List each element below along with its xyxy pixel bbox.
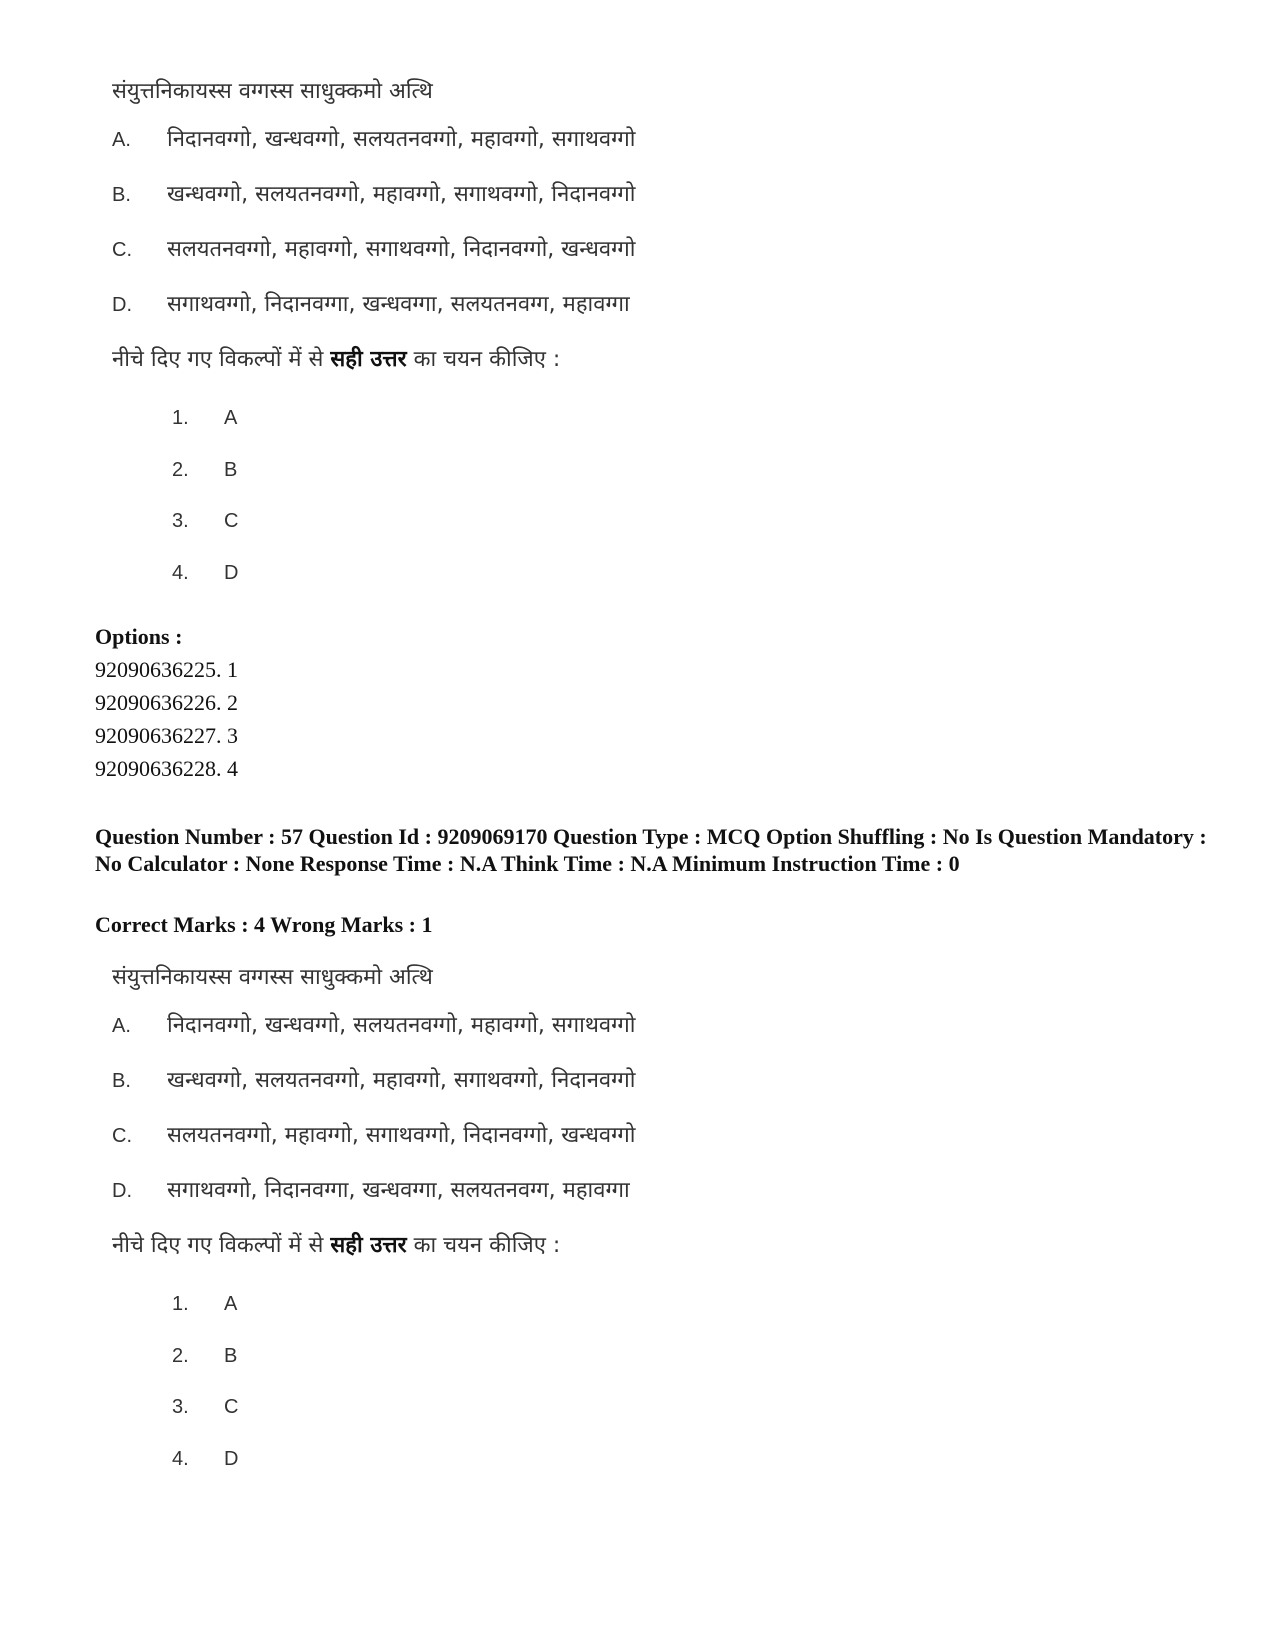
statement-option-b bbox=[112, 175, 732, 230]
question-image-2 bbox=[112, 958, 732, 1490]
choice-value: C bbox=[224, 1396, 239, 1418]
choice-number: 4. bbox=[172, 561, 189, 584]
choice-number: 3. bbox=[172, 1396, 189, 1418]
option-label: A. bbox=[112, 1015, 131, 1037]
option-label: B. bbox=[112, 1070, 131, 1092]
option-item: 92090636228. 4 bbox=[95, 756, 238, 781]
options-heading: Options : bbox=[95, 624, 183, 649]
choice-value: A bbox=[224, 407, 238, 429]
instruction-text: नीचे दिए गए विकल्पों में से bbox=[112, 1233, 331, 1258]
option-label: B. bbox=[112, 184, 131, 206]
option-text: खन्धवग्गो, सलयतनवग्गो, महावग्गो, सगाथवग्गो, निदानवग्गो bbox=[167, 1068, 636, 1093]
choice-value: C bbox=[224, 510, 239, 532]
question-image-1 bbox=[112, 72, 732, 604]
answer-choice-1 bbox=[112, 398, 732, 450]
statement-option-c bbox=[112, 1116, 732, 1171]
choice-value: B bbox=[224, 458, 238, 481]
statement-option-d bbox=[112, 1171, 732, 1226]
answer-choice-4 bbox=[112, 1439, 732, 1491]
option-text: निदानवग्गो, खन्धवग्गो, सलयतनवग्गो, महावग्गो, सगाथवग्गो bbox=[167, 1013, 636, 1038]
choice-value: B bbox=[224, 1344, 238, 1367]
answer-choice-3 bbox=[112, 1387, 732, 1439]
choice-number: 1. bbox=[172, 1293, 189, 1315]
option-text: सगाथवग्गो, निदानवग्गा, खन्धवग्गा, सलयतनवग्ग, महावग्गा bbox=[167, 1178, 630, 1203]
option-label: C. bbox=[112, 239, 132, 261]
choice-value: D bbox=[224, 561, 239, 584]
statement-option-d bbox=[112, 285, 732, 340]
answer-choice-4 bbox=[112, 553, 732, 605]
answer-instruction bbox=[112, 340, 732, 398]
option-label: A. bbox=[112, 129, 131, 151]
option-text: सलयतनवग्गो, महावग्गो, सगाथवग्गो, निदानवग्गो, खन्धवग्गो bbox=[167, 1123, 636, 1148]
question-stem: संयुत्तनिकायस्स वग्गस्स साधुक्कमो अत्थि bbox=[112, 79, 433, 104]
instruction-text: नीचे दिए गए विकल्पों में से bbox=[112, 347, 331, 372]
option-label: D. bbox=[112, 294, 132, 316]
answer-choice-1 bbox=[112, 1284, 732, 1336]
option-label: C. bbox=[112, 1125, 132, 1147]
answer-choice-2 bbox=[112, 450, 732, 502]
option-item: 92090636227. 3 bbox=[95, 723, 238, 748]
choice-value: A bbox=[224, 1293, 238, 1315]
option-item: 92090636225. 1 bbox=[95, 657, 238, 682]
statement-option-c bbox=[112, 230, 732, 285]
option-item: 92090636226. 2 bbox=[95, 690, 238, 715]
instruction-emphasis: सही उत्तर bbox=[330, 1233, 407, 1258]
statement-option-b bbox=[112, 1061, 732, 1116]
option-label: D. bbox=[112, 1180, 132, 1202]
statement-option-a bbox=[112, 120, 732, 175]
instruction-emphasis: सही उत्तर bbox=[330, 347, 407, 372]
instruction-text: का चयन कीजिए : bbox=[406, 1233, 561, 1258]
marks-info: Correct Marks : 4 Wrong Marks : 1 bbox=[95, 912, 433, 937]
choice-number: 2. bbox=[172, 458, 189, 481]
choice-number: 2. bbox=[172, 1344, 189, 1367]
choice-number: 1. bbox=[172, 407, 189, 429]
question-metadata: Question Number : 57 Question Id : 9209069170 Question Type : MCQ Option Shuffling : No Is Question Mandatory : No Calculator : None Response Time : N.A Think Time : N.A Minimum Instruction Time : 0 bbox=[95, 824, 1207, 876]
option-text: सलयतनवग्गो, महावग्गो, सगाथवग्गो, निदानवग्गो, खन्धवग्गो bbox=[167, 237, 636, 262]
choice-number: 4. bbox=[172, 1447, 189, 1470]
choice-value: D bbox=[224, 1447, 239, 1470]
options-list bbox=[95, 620, 238, 785]
option-text: सगाथवग्गो, निदानवग्गा, खन्धवग्गा, सलयतनवग्ग, महावग्गा bbox=[167, 292, 630, 317]
answer-instruction bbox=[112, 1226, 732, 1284]
answer-choice-2 bbox=[112, 1336, 732, 1388]
option-text: निदानवग्गो, खन्धवग्गो, सलयतनवग्गो, महावग्गो, सगाथवग्गो bbox=[167, 127, 636, 152]
instruction-text: का चयन कीजिए : bbox=[406, 347, 561, 372]
question-stem: संयुत्तनिकायस्स वग्गस्स साधुक्कमो अत्थि bbox=[112, 965, 433, 990]
answer-choice-3 bbox=[112, 501, 732, 553]
option-text: खन्धवग्गो, सलयतनवग्गो, महावग्गो, सगाथवग्गो, निदानवग्गो bbox=[167, 182, 636, 207]
statement-option-a bbox=[112, 1006, 732, 1061]
choice-number: 3. bbox=[172, 510, 189, 532]
